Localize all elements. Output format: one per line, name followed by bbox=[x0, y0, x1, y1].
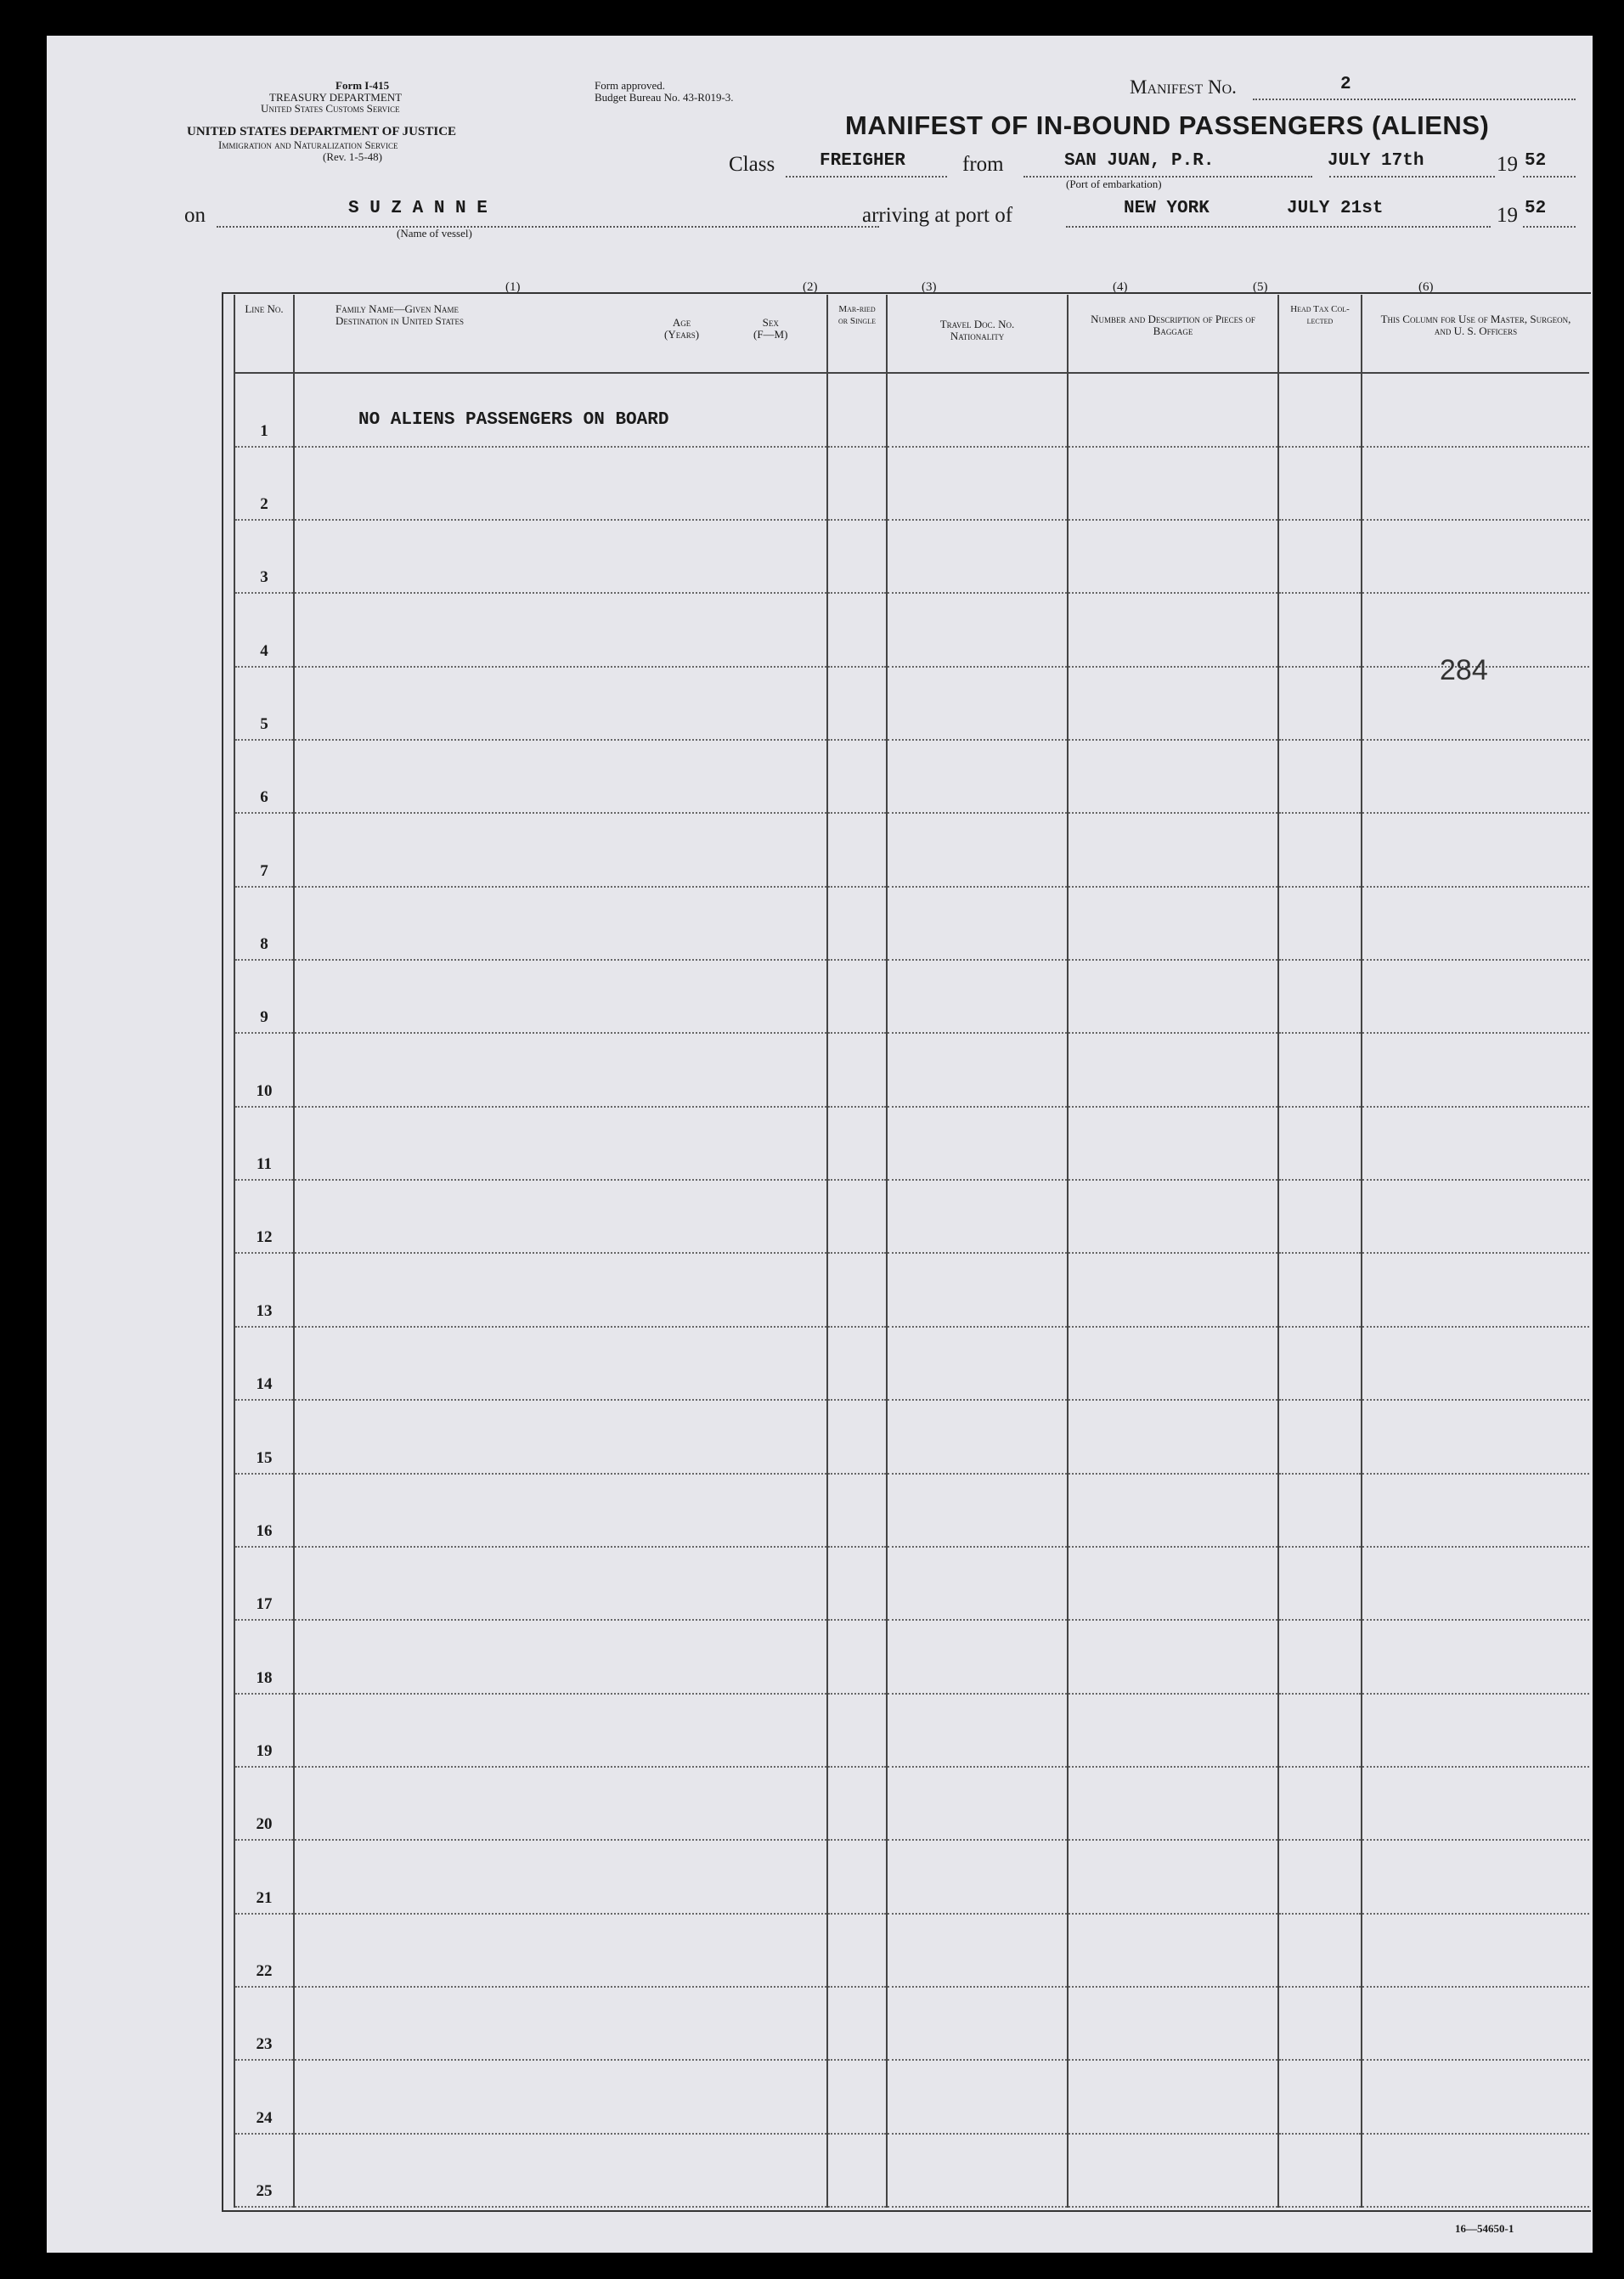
table-cell bbox=[294, 1033, 827, 1106]
table-cell bbox=[294, 2060, 827, 2133]
table-cell bbox=[1362, 1107, 1589, 1180]
col-num-1: (1) bbox=[505, 280, 521, 294]
line-number: 17 bbox=[234, 1547, 294, 1620]
table-cell bbox=[1362, 1694, 1589, 1767]
table-cell bbox=[1278, 667, 1362, 740]
table-header-row bbox=[234, 295, 1589, 373]
table-cell bbox=[887, 1180, 1068, 1253]
table-row bbox=[234, 1474, 1589, 1547]
table-cell bbox=[294, 593, 827, 666]
table-row bbox=[234, 1620, 1589, 1693]
table-cell bbox=[827, 1400, 887, 1473]
table-cell bbox=[1278, 1840, 1362, 1913]
table-cell bbox=[827, 1107, 887, 1180]
table-cell bbox=[887, 1474, 1068, 1547]
line-number: 6 bbox=[234, 740, 294, 813]
table-cell bbox=[1068, 740, 1278, 813]
table-cell bbox=[1362, 1547, 1589, 1620]
page-title: MANIFEST OF IN-BOUND PASSENGERS (ALIENS) bbox=[845, 110, 1490, 140]
arrival-date: JULY 21st bbox=[1287, 199, 1384, 218]
departure-date: JULY 17th bbox=[1328, 151, 1424, 171]
arrival-year: 52 bbox=[1525, 199, 1547, 218]
col-officers: This Column for Use of Master, Surgeon, and U. S. Officers bbox=[1362, 295, 1589, 373]
table-cell bbox=[294, 1914, 827, 1987]
table-cell bbox=[1068, 1253, 1278, 1326]
table-cell bbox=[1068, 1180, 1278, 1253]
table-cell bbox=[827, 1547, 887, 1620]
table-row bbox=[234, 1033, 1589, 1106]
table-cell bbox=[294, 667, 827, 740]
vessel-name: S U Z A N N E bbox=[348, 199, 488, 218]
col-married: Mar-ried or Single bbox=[827, 295, 887, 373]
table-cell bbox=[827, 887, 887, 960]
line-number: 12 bbox=[234, 1180, 294, 1253]
table-cell bbox=[887, 740, 1068, 813]
table-cell bbox=[1362, 2134, 1589, 2207]
table-cell bbox=[1278, 2060, 1362, 2133]
year-prefix: 19 bbox=[1497, 153, 1518, 176]
manifest-label: Manifest No. bbox=[1130, 76, 1237, 98]
table-cell bbox=[827, 447, 887, 520]
table-cell bbox=[1278, 373, 1362, 446]
budget-bureau: Budget Bureau No. 43-R019-3. bbox=[595, 91, 734, 104]
table-cell bbox=[294, 960, 827, 1033]
table-cell bbox=[1278, 1107, 1362, 1180]
table-cell bbox=[294, 1180, 827, 1253]
customs-service: United States Customs Service bbox=[261, 102, 400, 115]
table-cell bbox=[1362, 740, 1589, 813]
table-cell bbox=[887, 1253, 1068, 1326]
table-row bbox=[234, 1547, 1589, 1620]
table-cell bbox=[294, 1840, 827, 1913]
table-cell bbox=[827, 1327, 887, 1400]
line-number: 22 bbox=[234, 1914, 294, 1987]
table-cell bbox=[1068, 1840, 1278, 1913]
line-number: 13 bbox=[234, 1253, 294, 1326]
table-cell bbox=[827, 1033, 887, 1106]
table-cell bbox=[1362, 1987, 1589, 2060]
form-approved: Form approved. bbox=[595, 79, 666, 92]
table-row bbox=[234, 447, 1589, 520]
line-number: 10 bbox=[234, 1033, 294, 1106]
col-head-tax: Head Tax Col-lected bbox=[1278, 295, 1362, 373]
table-cell bbox=[1278, 1547, 1362, 1620]
col-num-3: (3) bbox=[922, 280, 937, 294]
table-cell bbox=[1278, 1767, 1362, 1840]
table-cell bbox=[827, 1694, 887, 1767]
table-cell bbox=[1362, 1033, 1589, 1106]
table-row bbox=[234, 2060, 1589, 2133]
ins-service: Immigration and Naturalization Service bbox=[218, 138, 398, 151]
from-label: from bbox=[962, 153, 1004, 176]
table-cell bbox=[1068, 1914, 1278, 1987]
table-cell bbox=[1278, 740, 1362, 813]
table-cell bbox=[1278, 1474, 1362, 1547]
table-cell bbox=[1278, 1033, 1362, 1106]
table-cell bbox=[1278, 1987, 1362, 2060]
table-cell bbox=[294, 1253, 827, 1326]
table-cell bbox=[887, 960, 1068, 1033]
table-cell bbox=[1278, 1180, 1362, 1253]
table-cell bbox=[1068, 1474, 1278, 1547]
table-cell bbox=[1068, 1107, 1278, 1180]
table-cell bbox=[1068, 667, 1278, 740]
treasury-dept: TREASURY DEPARTMENT bbox=[269, 91, 403, 104]
table-cell bbox=[887, 1620, 1068, 1693]
table-cell bbox=[294, 887, 827, 960]
col-num-4: (4) bbox=[1113, 280, 1128, 294]
line-number: 25 bbox=[234, 2134, 294, 2207]
table-cell bbox=[887, 887, 1068, 960]
table-cell bbox=[1068, 1327, 1278, 1400]
table-cell bbox=[1278, 887, 1362, 960]
table-cell bbox=[294, 740, 827, 813]
table-cell bbox=[294, 1987, 827, 2060]
table-row bbox=[234, 2134, 1589, 2207]
on-label: on bbox=[184, 204, 206, 227]
table-row bbox=[234, 1914, 1589, 1987]
table-cell bbox=[1362, 1767, 1589, 1840]
table-row bbox=[234, 1694, 1589, 1767]
table-cell bbox=[294, 1474, 827, 1547]
table-cell bbox=[294, 1620, 827, 1693]
line-number: 11 bbox=[234, 1107, 294, 1180]
table-cell bbox=[1068, 593, 1278, 666]
table-row bbox=[234, 1327, 1589, 1400]
table-cell bbox=[887, 813, 1068, 886]
table-cell bbox=[887, 520, 1068, 593]
table-cell bbox=[1362, 1180, 1589, 1253]
table-cell bbox=[827, 2060, 887, 2133]
table-cell bbox=[1278, 447, 1362, 520]
line-number: 3 bbox=[234, 520, 294, 593]
col-travel-doc: Travel Doc. No. Nationality bbox=[887, 295, 1068, 373]
table-cell bbox=[887, 1033, 1068, 1106]
table-cell bbox=[1362, 813, 1589, 886]
col-num-5: (5) bbox=[1253, 280, 1268, 294]
table-cell bbox=[827, 1180, 887, 1253]
table-row bbox=[234, 813, 1589, 886]
col-name-label: Family Name—Given Name bbox=[336, 302, 459, 315]
line-number: 4 bbox=[234, 593, 294, 666]
table-cell bbox=[294, 1107, 827, 1180]
table-cell bbox=[887, 1547, 1068, 1620]
table-cell bbox=[1362, 1620, 1589, 1693]
table-cell bbox=[1068, 373, 1278, 446]
table-cell bbox=[1278, 2134, 1362, 2207]
table-cell bbox=[294, 1694, 827, 1767]
manifest-number: 2 bbox=[1340, 75, 1351, 94]
manifest-sheet bbox=[47, 36, 1593, 2253]
stamped-number: 284 bbox=[1440, 654, 1488, 686]
table-cell bbox=[294, 1400, 827, 1473]
col-num-6: (6) bbox=[1418, 280, 1434, 294]
table-cell bbox=[1068, 1987, 1278, 2060]
line-number: 18 bbox=[234, 1620, 294, 1693]
table-cell bbox=[887, 2134, 1068, 2207]
table-cell bbox=[1362, 1474, 1589, 1547]
col-baggage: Number and Description of Pieces of Baggage bbox=[1068, 295, 1278, 373]
table-cell bbox=[887, 373, 1068, 446]
table-cell bbox=[887, 1107, 1068, 1180]
line-number: 1 bbox=[234, 373, 294, 446]
table-cell bbox=[1068, 1547, 1278, 1620]
table-cell bbox=[1362, 1840, 1589, 1913]
line-number: 7 bbox=[234, 813, 294, 886]
table-cell bbox=[1278, 520, 1362, 593]
table-cell bbox=[294, 373, 827, 446]
table-cell bbox=[1068, 2060, 1278, 2133]
table-cell bbox=[827, 667, 887, 740]
col-name bbox=[294, 295, 827, 373]
table-row bbox=[234, 887, 1589, 960]
table-cell bbox=[1278, 1914, 1362, 1987]
line-number: 2 bbox=[234, 447, 294, 520]
line-number: 20 bbox=[234, 1767, 294, 1840]
table-cell bbox=[1362, 447, 1589, 520]
table-cell bbox=[1362, 1400, 1589, 1473]
table-cell bbox=[1362, 887, 1589, 960]
table-cell bbox=[294, 1547, 827, 1620]
table-row bbox=[234, 1400, 1589, 1473]
table-row bbox=[234, 1987, 1589, 2060]
col-age: Age (Years) bbox=[664, 316, 700, 341]
table-cell bbox=[294, 2134, 827, 2207]
col-num-2: (2) bbox=[803, 280, 818, 294]
passenger-table bbox=[234, 295, 1589, 2208]
table-cell bbox=[1068, 960, 1278, 1033]
table-row bbox=[234, 1180, 1589, 1253]
table-cell bbox=[887, 593, 1068, 666]
revision: (Rev. 1-5-48) bbox=[323, 150, 382, 163]
table-cell bbox=[827, 2134, 887, 2207]
table-cell bbox=[1278, 1400, 1362, 1473]
table-cell bbox=[1278, 593, 1362, 666]
table-cell bbox=[827, 1840, 887, 1913]
table-cell bbox=[1068, 1033, 1278, 1106]
table-cell bbox=[887, 1767, 1068, 1840]
justice-dept: UNITED STATES DEPARTMENT OF JUSTICE bbox=[187, 125, 457, 138]
class-label: Class bbox=[729, 153, 775, 176]
table-cell bbox=[827, 1474, 887, 1547]
year-prefix-arrival: 19 bbox=[1497, 204, 1518, 227]
line-number: 16 bbox=[234, 1474, 294, 1547]
table-row bbox=[234, 1840, 1589, 1913]
vessel-caption: (Name of vessel) bbox=[397, 227, 472, 240]
table-cell bbox=[294, 447, 827, 520]
table-cell bbox=[294, 520, 827, 593]
line-number: 24 bbox=[234, 2060, 294, 2133]
line-number: 15 bbox=[234, 1400, 294, 1473]
table-cell bbox=[827, 1914, 887, 1987]
table-cell bbox=[1068, 1620, 1278, 1693]
table-row bbox=[234, 593, 1589, 666]
table-cell bbox=[294, 1767, 827, 1840]
table-cell bbox=[1068, 1400, 1278, 1473]
table-cell bbox=[887, 1400, 1068, 1473]
table-cell bbox=[827, 1767, 887, 1840]
table-row bbox=[234, 373, 1589, 446]
table-cell bbox=[1362, 1253, 1589, 1326]
table-cell bbox=[1362, 520, 1589, 593]
table-cell bbox=[887, 2060, 1068, 2133]
table-cell bbox=[827, 1253, 887, 1326]
table-cell bbox=[1278, 960, 1362, 1033]
table-cell bbox=[1068, 813, 1278, 886]
table-cell bbox=[887, 667, 1068, 740]
footer-code: 16—54650-1 bbox=[1455, 2222, 1514, 2235]
arrival-port: NEW YORK bbox=[1124, 199, 1210, 218]
table-cell bbox=[1362, 373, 1589, 446]
table-cell bbox=[1068, 2134, 1278, 2207]
col-destination-label: Destination in United States bbox=[336, 314, 465, 327]
table-row bbox=[234, 1253, 1589, 1326]
table-cell bbox=[827, 593, 887, 666]
table-cell bbox=[827, 520, 887, 593]
table-cell bbox=[294, 813, 827, 886]
table-cell bbox=[1278, 1620, 1362, 1693]
table-cell bbox=[1278, 1327, 1362, 1400]
table-cell bbox=[1362, 2060, 1589, 2133]
table-row bbox=[234, 1767, 1589, 1840]
table-cell bbox=[887, 1914, 1068, 1987]
table-cell bbox=[887, 1327, 1068, 1400]
line-number: 8 bbox=[234, 887, 294, 960]
table-cell bbox=[887, 1987, 1068, 2060]
table-row bbox=[234, 667, 1589, 740]
table-cell bbox=[887, 1694, 1068, 1767]
col-sex: Sex (F—M) bbox=[753, 316, 788, 341]
departure-year: 52 bbox=[1525, 151, 1547, 171]
table-cell bbox=[887, 1840, 1068, 1913]
table-row bbox=[234, 960, 1589, 1033]
line-number: 23 bbox=[234, 1987, 294, 2060]
col-line: Line No. bbox=[234, 295, 294, 373]
arriving-label: arriving at port of bbox=[862, 204, 1013, 227]
table-cell bbox=[1278, 813, 1362, 886]
line-number: 19 bbox=[234, 1694, 294, 1767]
table-cell bbox=[1068, 520, 1278, 593]
line-number: 5 bbox=[234, 667, 294, 740]
line-number: 21 bbox=[234, 1840, 294, 1913]
entry-no-aliens: NO ALIENS PASSENGERS ON BOARD bbox=[358, 410, 669, 431]
table-cell bbox=[827, 373, 887, 446]
table-cell bbox=[1362, 960, 1589, 1033]
line-number: 14 bbox=[234, 1327, 294, 1400]
line-number: 9 bbox=[234, 960, 294, 1033]
table-cell bbox=[1068, 447, 1278, 520]
table-row bbox=[234, 520, 1589, 593]
table-cell bbox=[1068, 887, 1278, 960]
table-cell bbox=[1278, 1694, 1362, 1767]
port-embark-caption: (Port of embarkation) bbox=[1066, 178, 1162, 190]
table-cell bbox=[827, 813, 887, 886]
form-number: Form I-415 bbox=[336, 79, 390, 92]
table-cell bbox=[1362, 1914, 1589, 1987]
table-cell bbox=[1278, 1253, 1362, 1326]
table-cell bbox=[294, 1327, 827, 1400]
table-cell bbox=[827, 740, 887, 813]
table-cell bbox=[1362, 1327, 1589, 1400]
class-value: FREIGHER bbox=[820, 151, 905, 171]
table-cell bbox=[827, 960, 887, 1033]
table-row bbox=[234, 1107, 1589, 1180]
table-cell bbox=[1068, 1767, 1278, 1840]
table-cell bbox=[827, 1987, 887, 2060]
table-row bbox=[234, 740, 1589, 813]
table-cell bbox=[887, 447, 1068, 520]
port-of-embarkation: SAN JUAN, P.R. bbox=[1064, 151, 1215, 171]
table-cell bbox=[827, 1620, 887, 1693]
table-cell bbox=[1068, 1694, 1278, 1767]
